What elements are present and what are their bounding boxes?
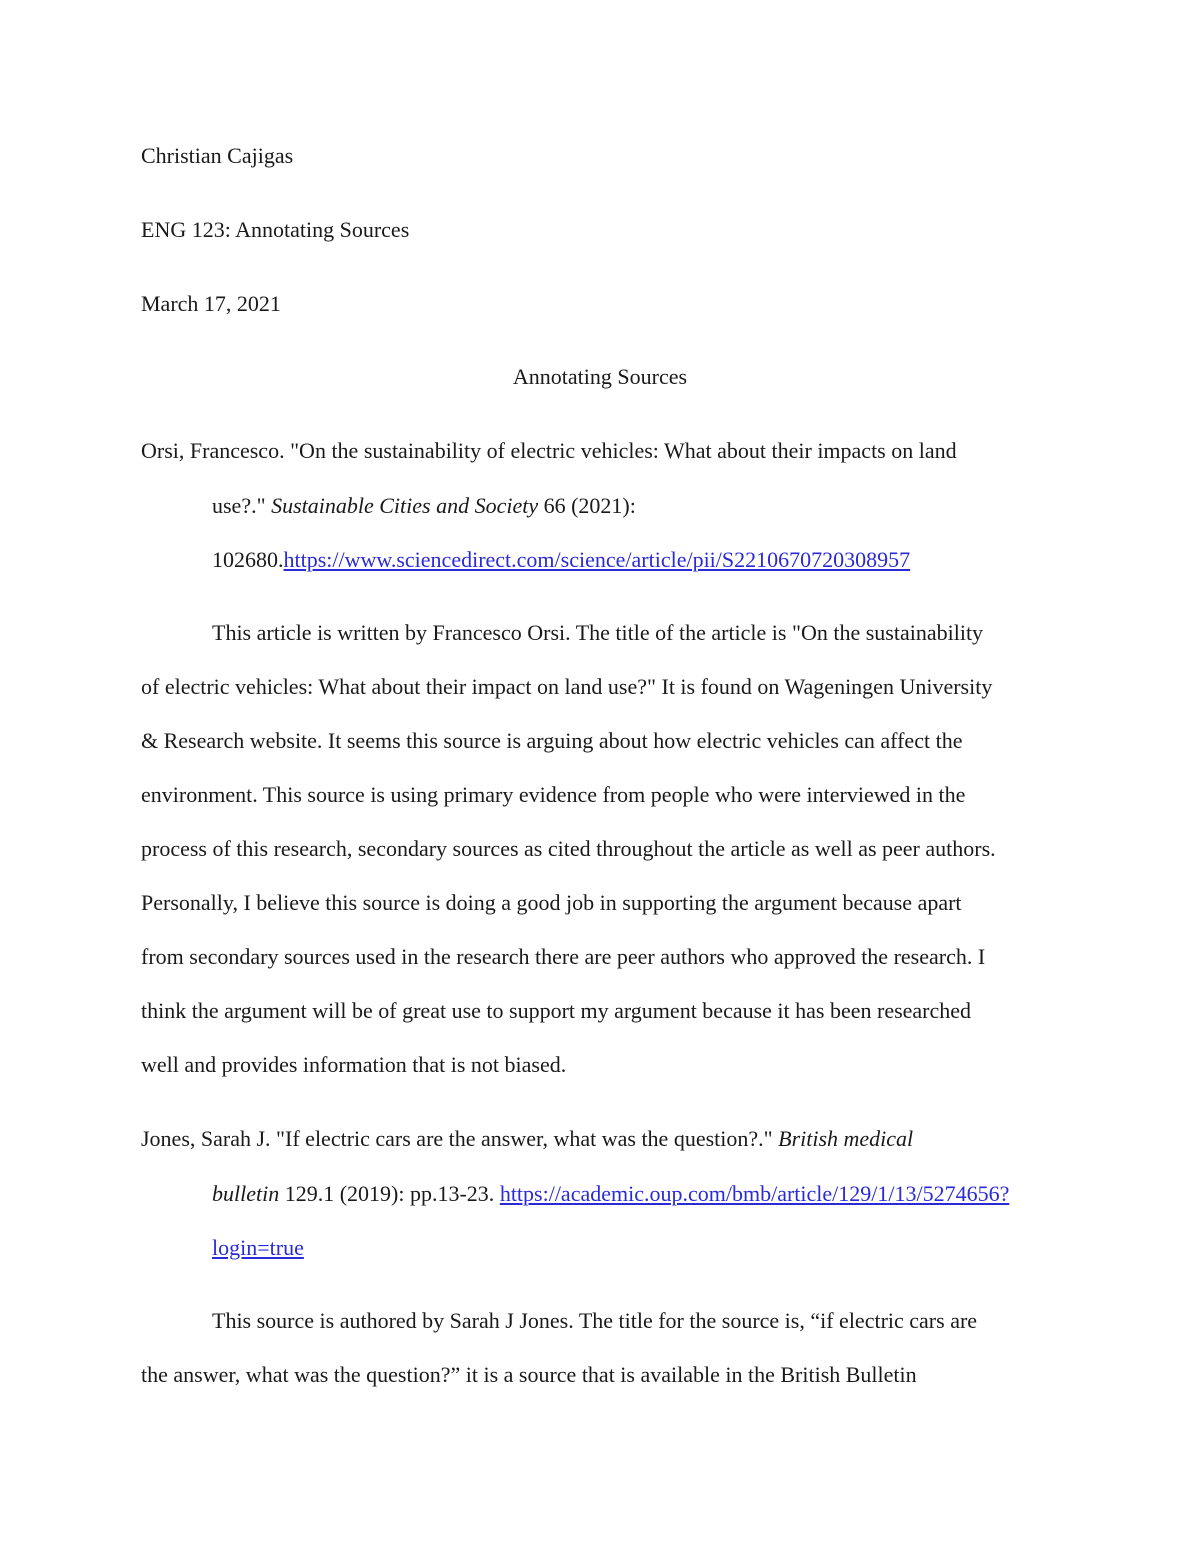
annotation-line: Personally, I believe this source is doing a good job in supporting the argument because apart (141, 890, 962, 915)
source2-url-link[interactable]: https://academic.oup.com/bmb/article/129/1/13/5274656? (499, 1181, 1010, 1206)
citation-text: Jones, Sarah J. "If electric cars are the answer, what was the question?." (141, 1126, 779, 1151)
source1-citation-line2 (212, 491, 636, 521)
source1-citation-line1: Orsi, Francesco. "On the sustainability of electric vehicles: What about their impacts on land (141, 438, 957, 463)
journal-title: British medical (778, 1126, 914, 1151)
journal-title: bulletin (212, 1181, 280, 1206)
source1-url-link[interactable]: https://www.sciencedirect.com/science/article/pii/S2210670720308957 (283, 547, 911, 572)
citation-text: 66 (2021): (538, 493, 636, 518)
citation-text: 129.1 (2019): pp.13-23. (279, 1181, 500, 1206)
annotation-line: from secondary sources used in the research there are peer authors who approved the research. I (141, 944, 986, 969)
citation-text: use?." (212, 493, 272, 518)
annotation-line: think the argument will be of great use to support my argument because it has been researched (141, 998, 972, 1023)
annotation-line: This source is authored by Sarah J Jones. The title for the source is, “if electric cars are (212, 1308, 978, 1333)
annotation-line: This article is written by Francesco Orsi. The title of the article is "On the sustainability (212, 620, 984, 645)
document-title: Annotating Sources (512, 364, 688, 389)
source2-url-link-continued[interactable]: login=true (212, 1235, 304, 1260)
annotation-line: well and provides information that is not biased. (141, 1052, 567, 1077)
author-name: Christian Cajigas (141, 143, 294, 168)
document-date: March 17, 2021 (141, 291, 281, 316)
source1-citation-line3 (212, 545, 910, 575)
annotation-line: the answer, what was the question?” it is a source that is available in the British Bulletin (141, 1362, 917, 1387)
annotation-line: & Research website. It seems this source is arguing about how electric vehicles can affect the (141, 728, 963, 753)
course-name: ENG 123: Annotating Sources (141, 217, 410, 242)
annotation-line: of electric vehicles: What about their impact on land use?" It is found on Wageningen University (141, 674, 993, 699)
source2-citation-line2 (212, 1179, 1009, 1209)
source2-citation-line3 (212, 1233, 304, 1263)
journal-title: Sustainable Cities and Society (271, 493, 539, 518)
source2-citation-line1 (141, 1124, 913, 1154)
citation-number: 102680. (212, 547, 284, 572)
annotation-line: environment. This source is using primary evidence from people who were interviewed in the (141, 782, 966, 807)
annotation-line: process of this research, secondary sources as cited throughout the article as well as peer authors. (141, 836, 996, 861)
